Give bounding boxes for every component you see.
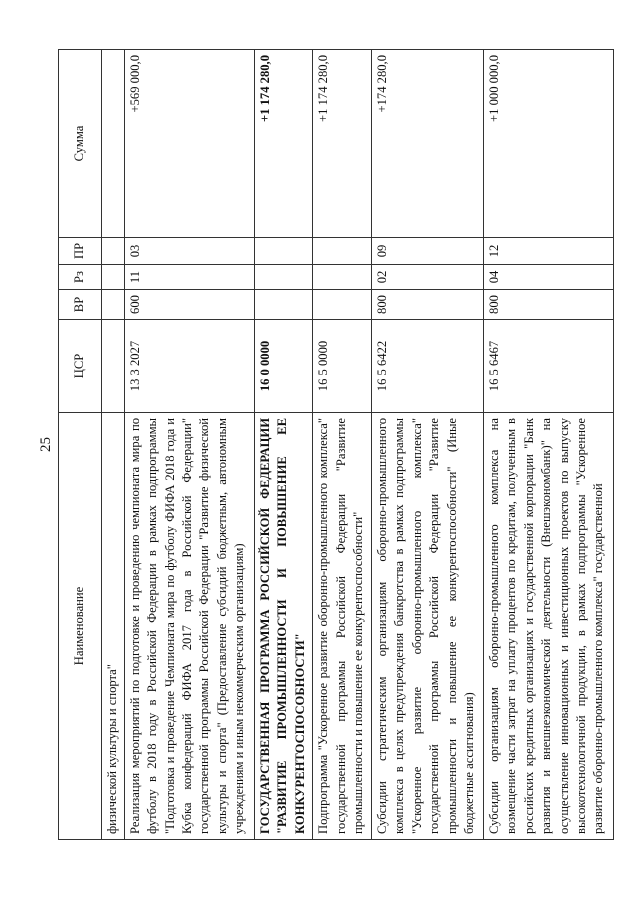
row-sum: +174 280,0 <box>372 50 484 238</box>
table-row <box>372 50 484 840</box>
row-csr: 13 3 2027 <box>124 320 254 413</box>
table-row <box>313 50 372 840</box>
row-csr <box>102 320 125 413</box>
header-sum: Сумма <box>59 50 102 238</box>
row-rz <box>254 265 313 290</box>
row-vr: 600 <box>124 290 254 320</box>
row-vr: 800 <box>372 290 484 320</box>
row-pr <box>102 238 125 265</box>
row-pr: 03 <box>124 238 254 265</box>
row-name: Реализация мероприятий по подготовке и проведению чемпионата мира по футболу в 2018 году в Российской Федерации в рамках подпрограммы "Подготовка и проведение Чемпионата мира по футболу ФИФА 2018 года и Кубка конфедераций ФИФА 2017 года в Российской Федерации" государственной программы Российской Федерации "Развитие физической культуры и спорта" (Предоставление субсидий бюджетным, автономным учреждениям и иным некоммерческим организациям) <box>124 413 254 840</box>
header-pr: ПР <box>59 238 102 265</box>
row-pr <box>313 238 372 265</box>
row-pr: 12 <box>484 238 614 265</box>
row-name: Субсидии стратегическим организациям оборонно-промышленного комплекса в целях предупреждения банкротства в рамках подпрограммы "Ускоренное развитие оборонно-промышленного комплекса" государственной программы Российской Федерации "Развитие промышленности и повышение ее конкурентоспособности" (Иные бюджетные ассигнования) <box>372 413 484 840</box>
header-name: Наименование <box>59 413 102 840</box>
page-number: 25 <box>38 437 54 452</box>
row-name: ГОСУДАРСТВЕННАЯ ПРОГРАММА РОССИЙСКОЙ ФЕДЕРАЦИИ "РАЗВИТИЕ ПРОМЫШЛЕННОСТИ И ПОВЫШЕНИЕ ЕЕ КОНКУРЕНТОСПОСОБНОСТИ" <box>254 413 313 840</box>
table-row <box>124 50 254 840</box>
row-rz <box>102 265 125 290</box>
header-vr: ВР <box>59 290 102 320</box>
row-sum <box>102 50 125 238</box>
row-rz <box>313 265 372 290</box>
row-name: физической культуры и спорта" <box>102 413 125 840</box>
row-vr <box>313 290 372 320</box>
row-csr: 16 5 6422 <box>372 320 484 413</box>
row-rz: 04 <box>484 265 614 290</box>
row-sum: +1 174 280,0 <box>254 50 313 238</box>
row-csr: 16 5 6467 <box>484 320 614 413</box>
header-rz: Рз <box>59 265 102 290</box>
row-name: Подпрограмма "Ускоренное развитие оборонно-промышленного комплекса" государственной программы Российской Федерации "Развитие промышленности и повышение ее конкурентоспособности" <box>313 413 372 840</box>
rotated-page <box>58 50 614 840</box>
row-vr: 800 <box>484 290 614 320</box>
header-csr: ЦСР <box>59 320 102 413</box>
row-name: Субсидии организациям оборонно-промышленного комплекса на возмещение части затрат на уплату процентов по кредитам, полученным в российских кредитных организациях и государственной корпорации "Банк развития и внешнеэкономической деятельности (Внешэкономбанк)" на осуществление инновационных и инвестиционных проектов по выпуску высокотехнологичной продукции, в рамках подпрограммы "Ускоренное развитие оборонно-промышленного комплекса" государственной <box>484 413 614 840</box>
row-sum: +1 174 280,0 <box>313 50 372 238</box>
row-csr: 16 0 0000 <box>254 320 313 413</box>
table-row <box>254 50 313 840</box>
row-vr <box>102 290 125 320</box>
budget-table <box>58 49 614 840</box>
row-pr: 09 <box>372 238 484 265</box>
row-rz: 02 <box>372 265 484 290</box>
table-row <box>102 50 125 840</box>
row-sum: +569 000,0 <box>124 50 254 238</box>
table-row <box>484 50 614 840</box>
table-header-row <box>59 50 102 840</box>
row-pr <box>254 238 313 265</box>
row-sum: +1 000 000,0 <box>484 50 614 238</box>
row-csr: 16 5 0000 <box>313 320 372 413</box>
row-rz: 11 <box>124 265 254 290</box>
row-vr <box>254 290 313 320</box>
